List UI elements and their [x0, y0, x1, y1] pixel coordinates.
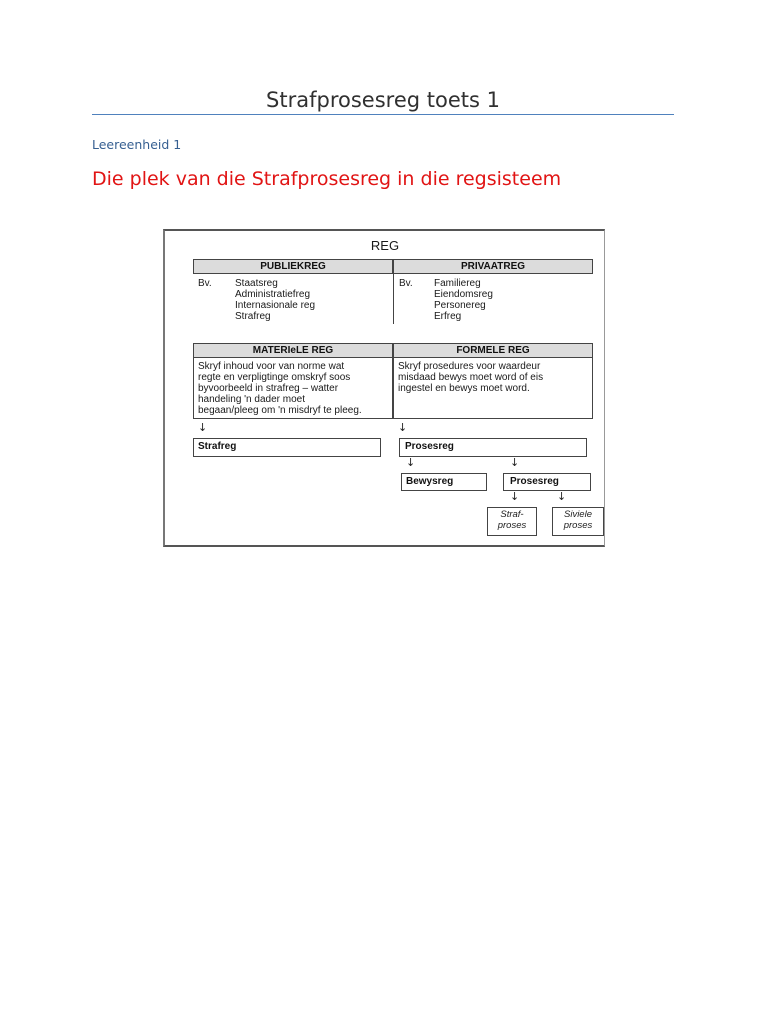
privaatreg-prefix: Bv.	[399, 278, 413, 289]
title-underline	[92, 114, 674, 115]
diagram-title: REG	[370, 238, 400, 253]
publiekreg-item: Internasionale reg	[235, 300, 316, 311]
down-arrow-icon: ↓	[198, 421, 208, 434]
privaatreg-header: PRIVAATREG	[393, 259, 593, 274]
section-heading: Die plek van die Strafprosesreg in die regsisteem	[92, 168, 562, 190]
publiekreg-prefix: Bv.	[198, 278, 212, 289]
formele-line: ingestel en bewys moet word.	[398, 383, 530, 394]
materiele-line: handeling 'n dader moet	[198, 394, 305, 405]
formele-line: Skryf prosedures voor waardeur	[398, 361, 541, 372]
straf-proses-line: proses	[497, 520, 527, 531]
materiele-line: regte en verpligtinge omskryf soos	[198, 372, 351, 383]
down-arrow-icon: ↓	[398, 421, 408, 434]
privaatreg-item: Eiendomsreg	[434, 289, 493, 300]
materiele-line: byvoorbeeld in strafreg – watter	[198, 383, 339, 394]
formele-line: misdaad bewys moet word of eis	[398, 372, 544, 383]
down-arrow-icon: ↓	[557, 490, 567, 503]
document-title: Strafprosesreg toets 1	[266, 88, 500, 112]
materiele-line: Skryf inhoud voor van norme wat	[198, 361, 345, 372]
privaatreg-item: Personereg	[434, 300, 486, 311]
formele-text	[398, 361, 543, 394]
privaatreg-list	[434, 278, 493, 322]
straf-proses-label	[487, 509, 537, 531]
strafreg-label: Strafreg	[198, 441, 237, 452]
siviele-proses-line: Siviele	[564, 509, 592, 520]
straf-proses-line: Straf-	[500, 509, 524, 520]
publiekreg-item: Strafreg	[235, 311, 271, 322]
publiekreg-item: Staatsreg	[235, 278, 278, 289]
privaatreg-item: Familiereg	[434, 278, 481, 289]
publiekreg-header: PUBLIEKREG	[193, 259, 393, 274]
siviele-proses-label	[552, 509, 604, 531]
down-arrow-icon: ↓	[406, 456, 416, 469]
down-arrow-icon: ↓	[510, 490, 520, 503]
formele-header: FORMELE REG	[393, 343, 593, 358]
subheading: Leereenheid 1	[92, 137, 182, 152]
siviele-proses-line: proses	[563, 520, 593, 531]
materiele-text	[198, 361, 362, 416]
bewysreg-label: Bewysreg	[406, 476, 454, 487]
prosesreg-label: Prosesreg	[405, 441, 454, 452]
materiele-header: MATERIeLE REG	[193, 343, 393, 358]
privaatreg-item: Erfreg	[434, 311, 462, 322]
prosesreg-sub-label: Prosesreg	[510, 476, 559, 487]
top-divider	[393, 274, 394, 324]
publiekreg-item: Administratiefreg	[235, 289, 311, 300]
materiele-line: begaan/pleeg om 'n misdryf te pleeg.	[198, 405, 362, 416]
down-arrow-icon: ↓	[510, 456, 520, 469]
law-system-diagram	[163, 229, 605, 547]
publiekreg-list	[235, 278, 315, 322]
